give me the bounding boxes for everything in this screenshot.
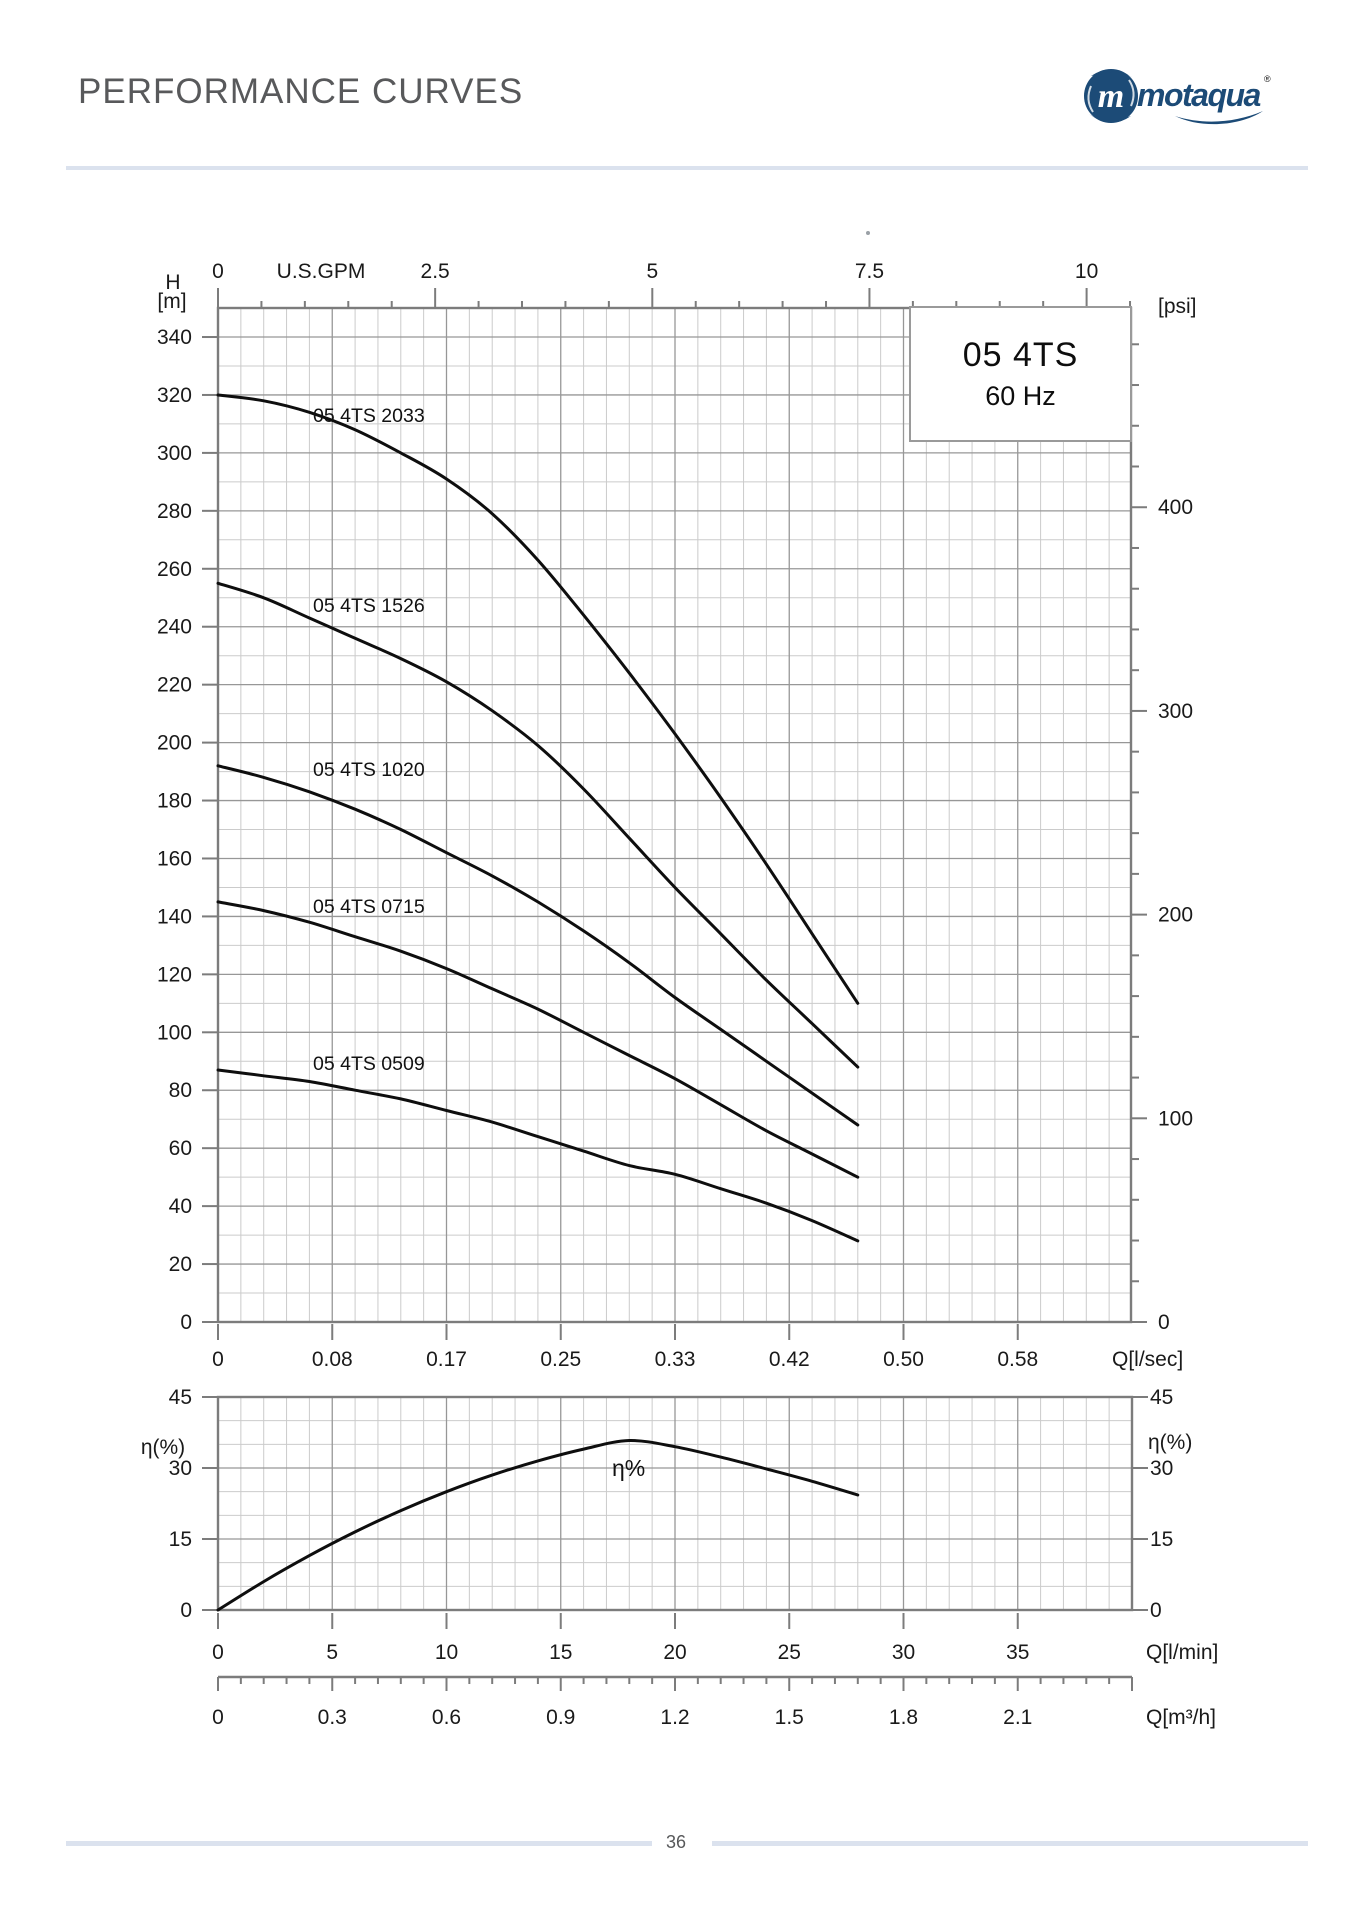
- lsec-axis-title: Q[l/sec]: [1112, 1348, 1184, 1371]
- page-title: PERFORMANCE CURVES: [78, 72, 524, 111]
- h-tick-label: 100: [156, 1021, 192, 1045]
- h-tick-label: 60: [168, 1137, 192, 1161]
- model-series-name: 05 4TS: [962, 336, 1079, 374]
- eta-right-label: 45: [1150, 1386, 1174, 1410]
- eta-right-label: 0: [1150, 1599, 1162, 1622]
- gpm-tick-label: 5: [646, 260, 659, 283]
- h-tick-label: 120: [156, 963, 192, 987]
- m3h-axis-title: Q[m³/h]: [1146, 1706, 1217, 1729]
- lsec-tick-label: 0.25: [540, 1348, 582, 1371]
- lmin-tick-label: 15: [549, 1641, 573, 1664]
- lsec-tick-label: 0.17: [426, 1348, 467, 1371]
- lsec-tick-label: 0: [212, 1348, 224, 1371]
- psi-tick-label: 200: [1158, 903, 1194, 927]
- page-number: 36: [665, 1832, 687, 1852]
- m3h-tick-label: 0.9: [546, 1706, 576, 1729]
- h-tick-label: 220: [156, 673, 192, 697]
- eta-axis-title-left: η(%): [140, 1436, 186, 1459]
- logo-wordmark: motaqua: [1137, 77, 1260, 113]
- lsec-tick-label: 0.08: [311, 1348, 353, 1371]
- eta-left-label: 30: [168, 1457, 192, 1481]
- m3h-tick-label: 1.8: [888, 1706, 919, 1729]
- h-tick-label: 300: [156, 441, 192, 465]
- m3h-tick-label: 0.6: [431, 1706, 462, 1729]
- logo-registered-mark: ®: [1264, 74, 1271, 84]
- eta-right-label: 15: [1150, 1528, 1174, 1552]
- gpm-tick-label: 2.5: [420, 260, 450, 283]
- h-tick-label: 160: [156, 847, 192, 871]
- h-tick-label: 180: [156, 789, 192, 813]
- curve-label: 05 4TS 0509: [313, 1053, 425, 1075]
- m3h-tick-label: 2.1: [1003, 1706, 1033, 1729]
- m3h-tick-label: 0.3: [317, 1706, 347, 1729]
- curve-label: 05 4TS 1020: [313, 759, 425, 781]
- h-tick-label: 340: [156, 326, 192, 350]
- psi-tick-label: 300: [1158, 699, 1194, 723]
- h-tick-label: 40: [168, 1195, 192, 1219]
- lsec-tick-label: 0.42: [768, 1348, 810, 1371]
- h-axis-unit: [m]: [157, 290, 187, 313]
- lsec-tick-label: 0.33: [654, 1348, 696, 1371]
- psi-tick-label: 0: [1158, 1311, 1170, 1334]
- h-tick-label: 280: [156, 499, 192, 523]
- lmin-tick-label: 30: [891, 1641, 916, 1664]
- m3h-tick-label: 1.5: [774, 1706, 804, 1729]
- efficiency-curve-label: η%: [612, 1455, 646, 1481]
- gpm-tick-label: 10: [1074, 260, 1099, 283]
- curve-label: 05 4TS 1526: [313, 595, 425, 617]
- psi-tick-label: 400: [1158, 496, 1194, 520]
- lmin-tick-label: 35: [1006, 1641, 1030, 1664]
- h-tick-label: 0: [180, 1311, 192, 1334]
- h-tick-label: 240: [156, 615, 192, 639]
- lsec-tick-label: 0.50: [883, 1348, 924, 1371]
- eta-right-label: 30: [1150, 1457, 1174, 1481]
- psi-tick-label: 100: [1158, 1107, 1194, 1131]
- lsec-tick-label: 0.58: [997, 1348, 1039, 1371]
- h-tick-label: 260: [156, 557, 192, 581]
- h-tick-label: 140: [156, 905, 192, 929]
- gpm-axis-title: U.S.GPM: [276, 260, 366, 283]
- curve-label: 05 4TS 0715: [313, 896, 425, 918]
- lmin-tick-label: 25: [777, 1641, 801, 1664]
- m3h-tick-label: 0: [212, 1706, 224, 1729]
- lmin-tick-label: 5: [326, 1641, 339, 1664]
- h-tick-label: 320: [156, 383, 192, 407]
- m3h-tick-label: 1.2: [660, 1706, 690, 1729]
- h-tick-label: 200: [156, 731, 192, 755]
- h-axis-title: H: [165, 271, 181, 294]
- eta-left-label: 45: [168, 1386, 192, 1410]
- model-frequency: 60 Hz: [985, 381, 1056, 411]
- lmin-tick-label: 0: [212, 1641, 224, 1664]
- psi-axis-unit: [psi]: [1158, 295, 1197, 318]
- lmin-tick-label: 20: [663, 1641, 687, 1664]
- lmin-axis-title: Q[l/min]: [1146, 1641, 1219, 1664]
- eta-axis-title-right: η(%): [1148, 1431, 1193, 1454]
- lmin-tick-label: 10: [434, 1641, 459, 1664]
- scan-dot: [866, 231, 870, 235]
- h-tick-label: 80: [168, 1079, 192, 1103]
- h-tick-label: 20: [168, 1253, 192, 1277]
- model-series-box: [909, 306, 1132, 442]
- eta-left-label: 0: [180, 1599, 192, 1622]
- curve-label: 05 4TS 2033: [313, 405, 425, 427]
- gpm-tick-label: 7.5: [854, 260, 885, 283]
- logo-m-glyph: m: [1097, 78, 1125, 115]
- eta-left-label: 15: [168, 1528, 192, 1552]
- gpm-tick-label: 0: [212, 260, 224, 283]
